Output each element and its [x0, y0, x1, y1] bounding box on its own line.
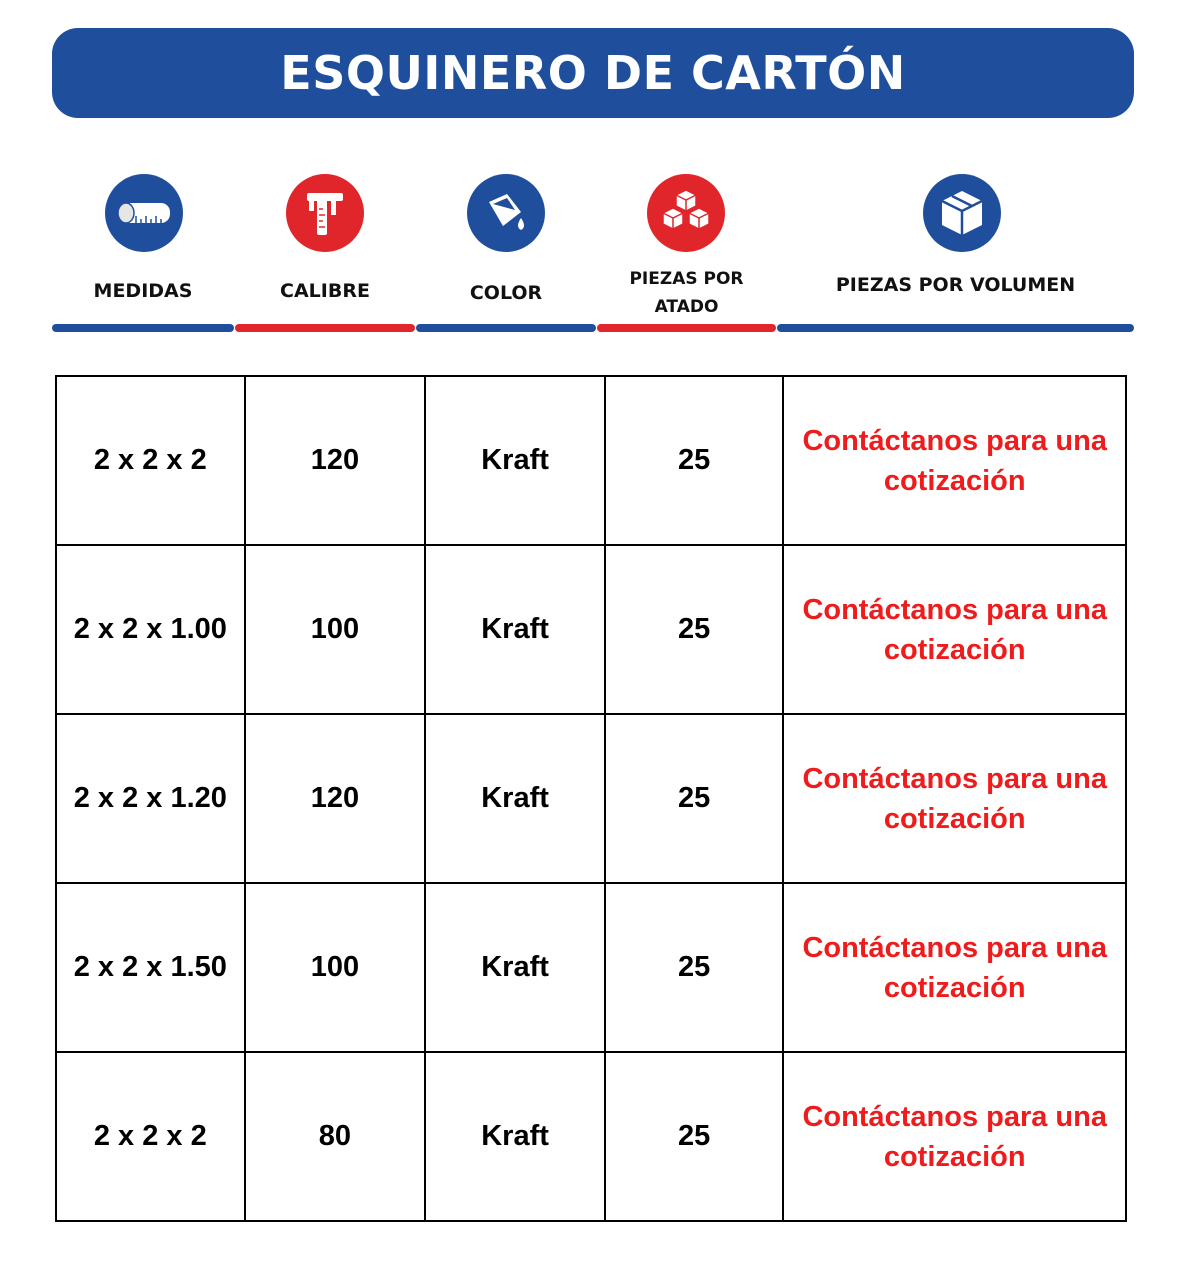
caliper-icon	[286, 174, 364, 252]
header-underline-piezas-atado	[597, 324, 776, 332]
title-banner	[52, 28, 1134, 118]
cell-color: Kraft	[425, 714, 605, 883]
cell-piezas-volumen: Contáctanos para una cotización	[783, 545, 1126, 714]
cell-piezas-volumen: Contáctanos para una cotización	[783, 883, 1126, 1052]
box-icon	[923, 174, 1001, 252]
cell-calibre: 100	[245, 883, 426, 1052]
paint-bucket-icon	[467, 174, 545, 252]
header-underline-color	[416, 324, 596, 332]
table-row	[56, 1052, 1126, 1221]
header-piezas-atado	[597, 170, 776, 340]
boxes-icon	[647, 174, 725, 252]
cell-color: Kraft	[425, 883, 605, 1052]
header-calibre	[235, 170, 415, 340]
cell-piezas-atado: 25	[605, 1052, 784, 1221]
header-label-piezas-volumen: PIEZAS POR VOLUMEN	[835, 274, 1076, 296]
header-label-medidas: MEDIDAS	[93, 280, 193, 302]
header-label-calibre: CALIBRE	[280, 280, 370, 302]
cell-piezas-atado: 25	[605, 545, 784, 714]
cell-medidas: 2 x 2 x 1.00	[56, 545, 245, 714]
cell-calibre: 120	[245, 376, 426, 545]
header-label-color: COLOR	[469, 282, 543, 304]
cell-piezas-atado: 25	[605, 714, 784, 883]
cell-piezas-volumen: Contáctanos para una cotización	[783, 376, 1126, 545]
page-title: ESQUINERO DE CARTÓN	[280, 46, 906, 100]
table-row	[56, 883, 1126, 1052]
cell-calibre: 120	[245, 714, 426, 883]
measuring-tape-icon	[105, 174, 183, 252]
cell-medidas: 2 x 2 x 2	[56, 1052, 245, 1221]
table-row	[56, 376, 1126, 545]
cell-calibre: 100	[245, 545, 426, 714]
header-underline-medidas	[52, 324, 234, 332]
cell-medidas: 2 x 2 x 2	[56, 376, 245, 545]
cell-piezas-volumen: Contáctanos para una cotización	[783, 1052, 1126, 1221]
header-color	[416, 170, 596, 340]
cell-piezas-atado: 25	[605, 883, 784, 1052]
header-underline-calibre	[235, 324, 415, 332]
specs-table	[55, 375, 1127, 1222]
cell-calibre: 80	[245, 1052, 426, 1221]
cell-color: Kraft	[425, 1052, 605, 1221]
header-label-piezas-atado	[597, 265, 776, 321]
cell-piezas-volumen: Contáctanos para una cotización	[783, 714, 1126, 883]
header-piezas-volumen	[777, 170, 1134, 340]
cell-medidas: 2 x 2 x 1.50	[56, 883, 245, 1052]
cell-medidas: 2 x 2 x 1.20	[56, 714, 245, 883]
table-row	[56, 714, 1126, 883]
header-underline-piezas-volumen	[777, 324, 1134, 332]
table-row	[56, 545, 1126, 714]
cell-color: Kraft	[425, 376, 605, 545]
header-medidas	[52, 170, 234, 340]
header-label-piezas-atado-line1: PIEZAS POR	[629, 269, 744, 289]
cell-piezas-atado: 25	[605, 376, 784, 545]
header-label-piezas-atado-line2: ATADO	[654, 297, 719, 317]
cell-color: Kraft	[425, 545, 605, 714]
